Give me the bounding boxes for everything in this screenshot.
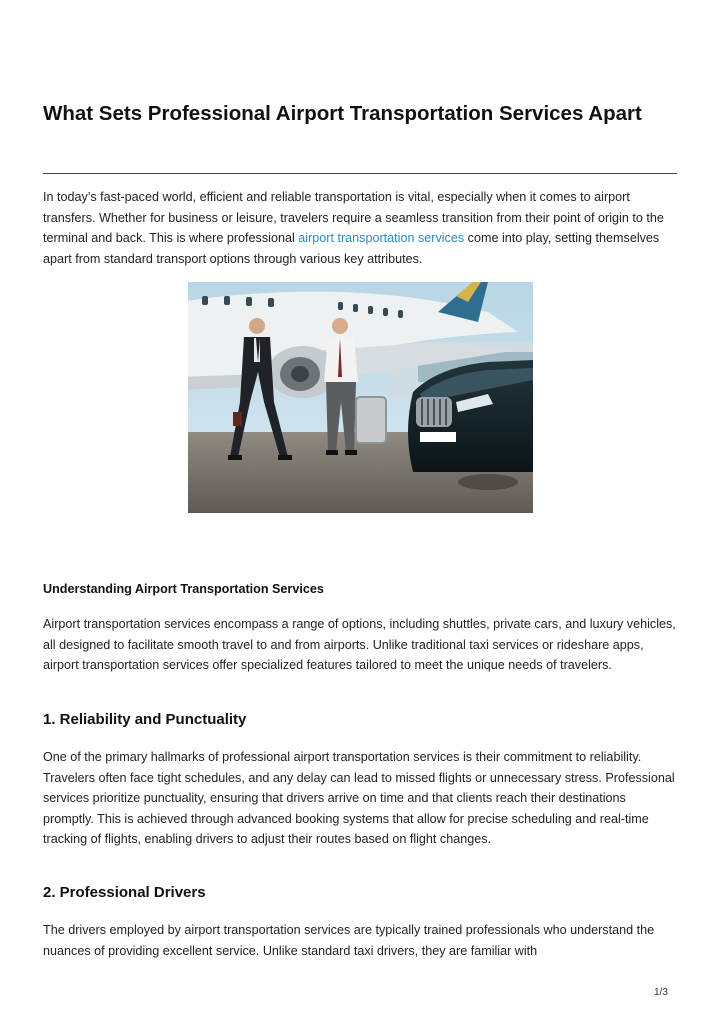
reliability-paragraph: One of the primary hallmarks of professional airport transportation services is their commitment to reliability. Travelers often face tight schedules, and any delay can lead to missed flights or unnecessary stress. Professional services prioritize punctuality, ensuring that drivers arrive on time and that clients reach their destinations promptly. This is achieved through advanced booking systems that allow for precise scheduling and real-time tracking of flights, enabling drivers to adjust their routes based on flight changes.	[43, 750, 675, 847]
understanding-heading: Understanding Airport Transportation Services	[43, 582, 324, 596]
drivers-paragraph: The drivers employed by airport transportation services are typically trained professionals who understand the nuances of providing excellent service. Unlike standard taxi drivers, they are familiar with	[43, 923, 655, 958]
intro-text-end: come into play, setting themselves apart from standard transport options through various key attributes.	[43, 231, 660, 266]
drivers-heading: 2. Professional Drivers	[43, 884, 206, 901]
page-number: 1/3	[654, 987, 668, 998]
reliability-heading: 1. Reliability and Punctuality	[43, 711, 247, 728]
intro-paragraph	[43, 187, 679, 269]
intro-text-start: In today’s fast-paced world, efficient and reliable transportation is vital, especially when it comes to airport transfers. Whether for business or leisure, travelers require a seamless transition from their point of origin to the terminal and back. This is where professional	[43, 190, 664, 246]
airport-chauffeur-illustration	[188, 282, 533, 513]
understanding-paragraph: Airport transportation services encompass a range of options, including shuttles, private cars, and luxury vehicles, all designed to facilitate smooth travel to and from airports. Unlike traditional taxi services or rideshare apps, airport transportation services offer specialized features tailored to meet the unique needs of travelers.	[43, 617, 676, 673]
page-title: What Sets Professional Airport Transportation Services Apart	[43, 102, 642, 125]
hero-image	[188, 282, 533, 513]
title-divider	[43, 173, 677, 174]
airport-transportation-link[interactable]: airport transportation services	[298, 231, 465, 246]
